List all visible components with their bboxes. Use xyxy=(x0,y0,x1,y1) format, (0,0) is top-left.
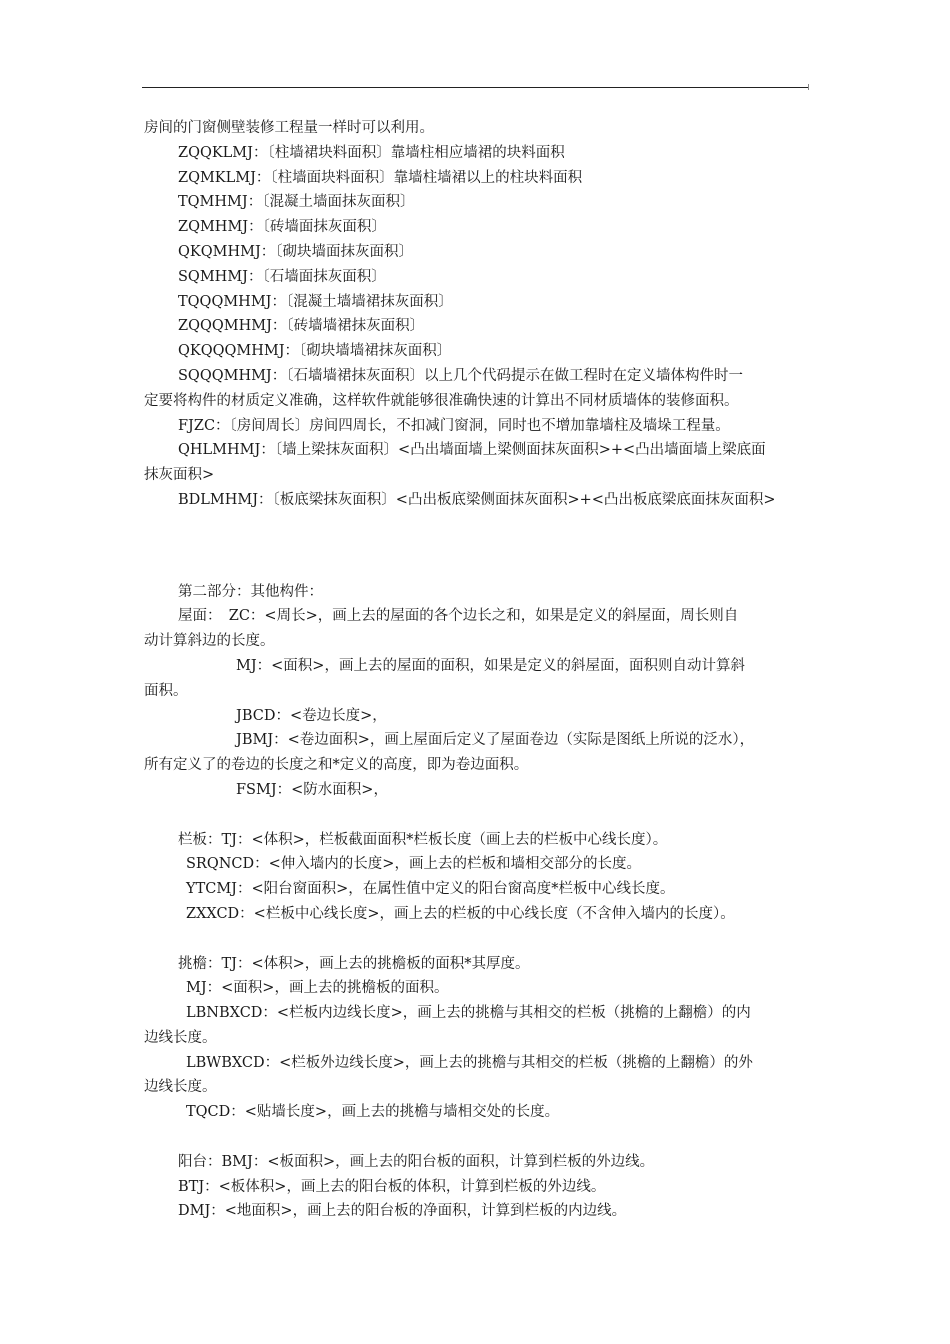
spacer xyxy=(144,513,808,555)
text-line: SQMHMJ：〔石墙面抹灰面积〕 xyxy=(178,268,386,285)
text-line: 栏板：TJ：<体积>，栏板截面面积*栏板长度（画上去的栏板中心线长度）。 xyxy=(178,831,668,848)
text-line: 房间的门窗侧壁装修工程量一样时可以利用。 xyxy=(144,120,434,136)
spacer xyxy=(144,803,808,828)
text-line: LBNBXCD：<栏板内边线长度>，画上去的挑檐与其相交的栏板（挑檐的上翻檐）的内 xyxy=(186,1005,751,1022)
text-line: SRQNCD：<伸入墙内的长度>，画上去的栏板和墙相交部分的长度。 xyxy=(186,856,641,873)
text-line: SQQQMHMJ：〔石墙墙裙抹灰面积〕以上几个代码提示在做工程时在定义墙体构件时一 xyxy=(178,367,743,384)
text-line: QHLMHMJ：〔墙上梁抹灰面积〕<凸出墙面墙上梁侧面抹灰面积>+<凸出墙面墙上梁底面 xyxy=(178,442,766,459)
text-line: FJZC：〔房间周长〕房间四周长，不扣减门窗洞，同时也不增加靠墙柱及墙垛工程量。 xyxy=(178,417,730,434)
text-line: FSMJ：<防水面积>， xyxy=(236,781,388,798)
header-tick xyxy=(808,84,810,90)
text-line: 动计算斜边的长度。 xyxy=(144,633,275,650)
text-line: ZXXCD：<栏板中心线长度>，画上去的栏板的中心线长度（不含伸入墙内的长度）。 xyxy=(186,905,735,922)
text-line: QKQMHMJ：〔砌块墙面抹灰面积〕 xyxy=(178,243,414,260)
text-line: ZQMHMJ：〔砖墙面抹灰面积〕 xyxy=(178,219,386,236)
header-rule xyxy=(142,87,809,88)
text-line: 定要将构件的材质定义准确，这样软件就能够很准确快速的计算出不同材质墙体的装修面积。 xyxy=(144,392,739,409)
text-line: 边线长度。 xyxy=(144,1029,217,1046)
text-line: ZQQQMHMJ：〔砖墙墙裙抹灰面积〕 xyxy=(178,318,425,335)
spacer xyxy=(144,927,808,952)
text-line: QKQQQMHMJ：〔砌块墙墙裙抹灰面积〕 xyxy=(178,343,452,360)
spacer xyxy=(144,555,808,580)
text-line: DMJ：<地面积>，画上去的阳台板的净面积，计算到栏板的内边线。 xyxy=(178,1203,627,1220)
text-line: 挑檐：TJ：<体积>，画上去的挑檐板的面积*其厚度。 xyxy=(178,955,530,972)
text-line: 边线长度。 xyxy=(144,1079,217,1096)
document-body xyxy=(144,116,808,1224)
text-line: LBWBXCD：<栏板外边线长度>，画上去的挑檐与其相交的栏板（挑檐的上翻檐）的外 xyxy=(186,1054,753,1071)
text-line: MJ：<面积>，画上去的挑檐板的面积。 xyxy=(186,980,449,997)
text-line: 面积。 xyxy=(144,682,188,699)
text-line: TQCD：<贴墙长度>，画上去的挑檐与墙相交处的长度。 xyxy=(186,1104,560,1121)
text-line: YTCMJ：<阳台窗面积>，在属性值中定义的阳台窗高度*栏板中心线长度。 xyxy=(186,881,675,898)
text-line: 阳台：BMJ：<板面积>，画上去的阳台板的面积，计算到栏板的外边线。 xyxy=(178,1153,655,1170)
text-line: BTJ：<板体积>，画上去的阳台板的体积，计算到栏板的外边线。 xyxy=(178,1178,606,1195)
text-line: TQQQMHMJ：〔混凝土墙墙裙抹灰面积〕 xyxy=(178,293,453,310)
text-line: TQMHMJ：〔混凝土墙面抹灰面积〕 xyxy=(178,194,415,211)
spacer xyxy=(144,1125,808,1150)
text-line: ZQQKLMJ：〔柱墙裙块料面积〕靠墙柱相应墙裙的块料面积 xyxy=(178,144,565,161)
text-line: 屋面： ZC：<周长>，画上去的屋面的各个边长之和，如果是定义的斜屋面，周长则自 xyxy=(178,608,739,625)
text-line: JBMJ：<卷边面积>，画上屋面后定义了屋面卷边（实际是图纸上所说的泛水）， xyxy=(236,732,755,749)
text-line: MJ：<面积>，画上去的屋面的面积，如果是定义的斜屋面，面积则自动计算斜 xyxy=(236,657,745,674)
text-line: 所有定义了的卷边的长度之和*定义的高度，即为卷边面积。 xyxy=(144,757,529,774)
section-heading: 第二部分：其他构件： xyxy=(178,583,323,600)
text-line: JBCD：<卷边长度>， xyxy=(236,707,387,724)
text-line: 抹灰面积> xyxy=(144,467,215,484)
text-line: BDLMHMJ：〔板底梁抹灰面积〕<凸出板底梁侧面抹灰面积>+<凸出板底梁底面抹灰面积> xyxy=(178,491,776,508)
text-line: ZQMKLMJ：〔柱墙面块料面积〕靠墙柱墙裙以上的柱块料面积 xyxy=(178,169,583,186)
